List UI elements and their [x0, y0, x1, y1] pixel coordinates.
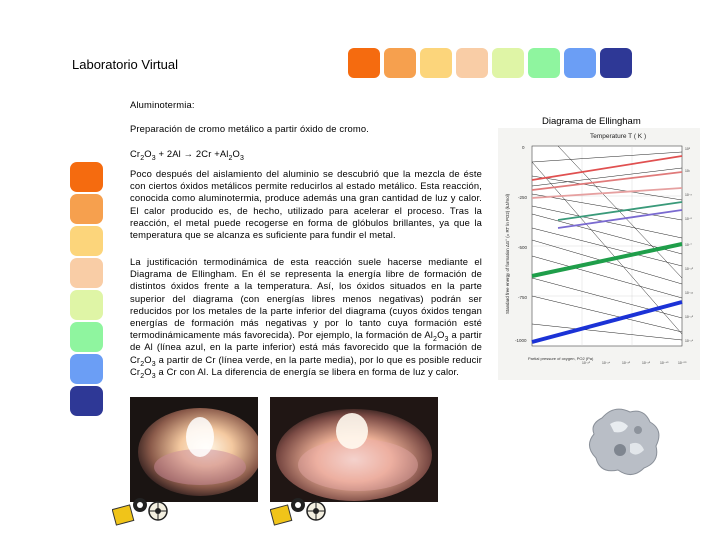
- color-swatch-bar-left: [70, 162, 103, 418]
- section-subheading: Preparación de cromo metálico a partir óxido de cromo.: [130, 123, 369, 134]
- paragraph-ellingham: La justificación termodinámica de esta reacción suele hacerse mediante el Diagrama de Ellingham. En él se representa la energía libre de formación de distintos óxidos frente a la temperatura. Así, los óxidos situados en la parte superior del diagrama (con energías libres menos negativas) podrán ser reducidos por los metales de la parte inferior del diagrama (cuyos óxidos tengan energías de formación más negativas y por lo tanto cuya formación esté termodinámicamente más favorecida). Por ejemplo, la formación de $Al_2O_3$ a partir de Al (línea azul, en la parte inferior) está más favorecido que la formación de $Cr_2O_3$ a partir de Cr (línea verde, en la parte media), por lo que es posible reducir $Cr_2O_3$ a Cr con Al. La diferencia de energía se libera en forma de luz y calor.: [130, 256, 482, 380]
- swatch-navy: [600, 48, 632, 78]
- swatch-peach: [456, 48, 488, 78]
- diagram-bottom-label: Partial pressure of oxygen, PO2 (Pa): [528, 356, 594, 361]
- svg-text:10¹: 10¹: [685, 169, 690, 173]
- svg-text:10⁻²⁰: 10⁻²⁰: [582, 361, 591, 365]
- diagram-y-label: Standard free energy of formation ΔG° (= RT ln PO2) (kJ/mol): [505, 193, 510, 314]
- page-title: Laboratorio Virtual: [72, 57, 178, 72]
- y-tick-750: -750: [518, 295, 528, 300]
- swatch-light-orange: [70, 194, 103, 224]
- svg-text:10⁵: 10⁵: [685, 147, 691, 151]
- swatch-yellow: [420, 48, 452, 78]
- svg-text:10⁻¹²: 10⁻¹²: [685, 291, 693, 295]
- swatch-blue: [564, 48, 596, 78]
- swatch-orange: [348, 48, 380, 78]
- y-tick-500: -500: [518, 245, 528, 250]
- swatch-light-orange: [384, 48, 416, 78]
- y-tick-250: -250: [518, 195, 528, 200]
- swatch-light-green: [70, 290, 103, 320]
- svg-text:10⁻³⁰: 10⁻³⁰: [622, 361, 631, 365]
- film-camera-icon[interactable]: [270, 495, 340, 529]
- reaction-photo-1: [130, 397, 258, 502]
- paragraph-aluminothermy: Poco después del aislamiento del aluminio se descubrió que la mezcla de éste con ciertos óxidos metálicos permite reducirlos al estado metálico. Esta reacción, conocida como aluminotermia, produce además una gran cantidad de luz y calor. El calor producido es, de hecho, utilizado para acelerar el proceso. Tras la reacción, el metal puede recogerse en forma de glóbulos brillantes, ya que la temperatura que se alcanza es suficiente para fundir el metal.: [130, 168, 482, 241]
- swatch-orange: [70, 162, 103, 192]
- svg-text:10⁻¹⁸: 10⁻¹⁸: [685, 339, 694, 343]
- chromium-metal-photo: [580, 400, 670, 482]
- svg-text:10⁻²⁴: 10⁻²⁴: [602, 361, 611, 365]
- chemical-equation: $Cr_2O_3 + 2Al \to 2Cr +Al_2O_3$: [130, 148, 245, 162]
- svg-text:10⁻¹⁵: 10⁻¹⁵: [685, 315, 694, 319]
- swatch-peach: [70, 258, 103, 288]
- svg-text:10⁻³: 10⁻³: [685, 193, 692, 197]
- svg-text:10⁻³⁵: 10⁻³⁵: [642, 361, 651, 365]
- section-heading: Aluminotermia:: [130, 99, 195, 110]
- swatch-green: [528, 48, 560, 78]
- svg-text:10⁻⁵: 10⁻⁵: [685, 217, 692, 221]
- diagram-top-label: Temperature T ( K ): [590, 133, 647, 140]
- reaction-photo-2: [270, 397, 438, 502]
- diagram-title: Diagrama de Ellingham: [542, 116, 641, 127]
- swatch-green: [70, 322, 103, 352]
- swatch-yellow: [70, 226, 103, 256]
- svg-text:10⁻⁴⁰: 10⁻⁴⁰: [660, 361, 669, 365]
- ellingham-diagram: [498, 128, 700, 380]
- swatch-light-green: [492, 48, 524, 78]
- swatch-blue: [70, 354, 103, 384]
- svg-text:10⁻⁷: 10⁻⁷: [685, 243, 692, 247]
- color-swatch-bar-top: [348, 48, 636, 78]
- film-camera-icon[interactable]: [112, 495, 182, 529]
- y-tick-1000: -1000: [515, 338, 527, 343]
- svg-text:10⁻⁵⁰: 10⁻⁵⁰: [678, 361, 687, 365]
- svg-text:10⁻¹⁰: 10⁻¹⁰: [685, 267, 694, 271]
- swatch-navy: [70, 386, 103, 416]
- y-tick-0: 0: [522, 145, 525, 150]
